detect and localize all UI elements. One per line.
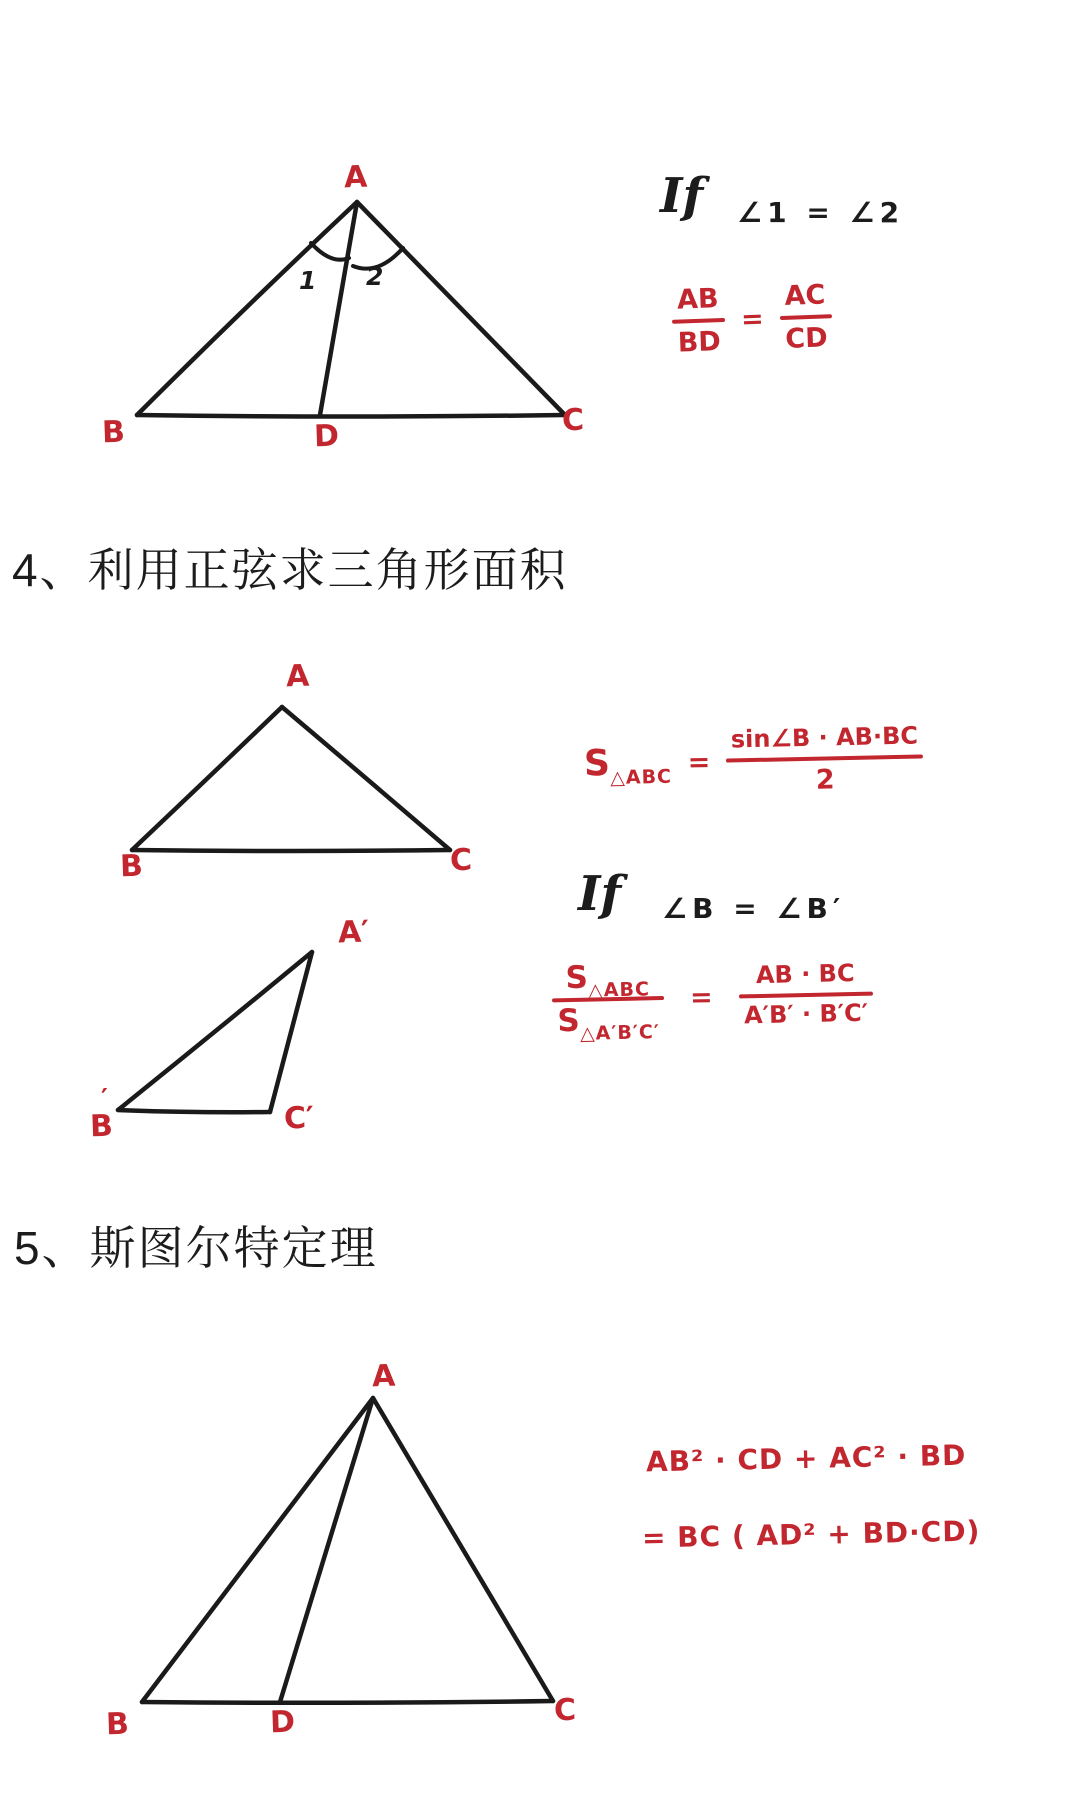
bisector-ratio-equation xyxy=(671,279,833,359)
edge-ca xyxy=(270,952,312,1112)
vertex-label-b: B xyxy=(119,848,144,885)
fraction-numerator xyxy=(560,959,655,1002)
fraction-denominator: 2 xyxy=(815,763,835,796)
section4-heading: 4、利用正弦求三角形面积 xyxy=(12,544,568,596)
fraction-bar xyxy=(726,754,923,762)
fraction-sine-product xyxy=(726,722,925,797)
fraction-bar xyxy=(780,314,832,320)
fraction-numerator: AB xyxy=(676,283,720,316)
s-symbol: S xyxy=(565,959,589,997)
fraction-numerator: AC xyxy=(784,279,826,312)
if-keyword-2: If xyxy=(578,866,622,922)
s-symbol: S xyxy=(557,1002,581,1040)
vertex-label-c: C xyxy=(561,402,585,439)
sine-area-formula xyxy=(583,722,924,800)
equals-sign: = xyxy=(687,746,711,779)
vertex-label-c: C xyxy=(553,1692,577,1729)
vertex-label-b: B xyxy=(105,1706,130,1743)
vertex-label-b: B xyxy=(101,414,126,451)
stewart-formula-line2: = BC ( AD² + BD·CD) xyxy=(641,1514,981,1555)
fraction-numerator: sin∠B · AB·BC xyxy=(730,721,919,754)
fraction-denominator: BD xyxy=(677,326,722,359)
if-keyword-1: If xyxy=(660,168,704,224)
similar-triangle-drawing xyxy=(95,925,355,1135)
cevian-ad xyxy=(280,1398,373,1702)
vertex-label-a-prime: A′ xyxy=(337,914,370,951)
area-ratio-formula xyxy=(551,957,873,1045)
fraction-denominator: CD xyxy=(784,322,829,355)
edge-bc xyxy=(132,850,450,851)
angle-label-1: 1 xyxy=(299,266,317,295)
s-subscript: △ABC xyxy=(587,978,651,1002)
stewart-triangle-drawing xyxy=(100,1380,600,1720)
sine-area-triangle-drawing xyxy=(110,680,480,880)
angle-label-2: 2 xyxy=(366,262,384,291)
edge-ca xyxy=(282,707,450,850)
edge-ab xyxy=(142,1398,373,1702)
vertex-label-c: C xyxy=(449,842,473,879)
bisector-triangle-drawing xyxy=(100,160,600,460)
vertex-label-d: D xyxy=(269,1704,296,1741)
edge-ab xyxy=(132,707,282,850)
condition-angle-b-equal: ∠B = ∠B′ xyxy=(662,892,846,925)
edge-ca xyxy=(373,1398,553,1701)
edge-ab xyxy=(118,952,312,1110)
fraction-areas xyxy=(551,959,665,1045)
s-symbol: S xyxy=(583,743,611,785)
s-subscript: △ABC xyxy=(610,766,673,790)
edge-bc xyxy=(118,1110,270,1112)
section5-heading: 5、斯图尔特定理 xyxy=(14,1222,378,1274)
equals-sign: = xyxy=(740,303,765,335)
fraction-sides xyxy=(738,960,873,1030)
edge-ca xyxy=(357,202,565,415)
s-subscript: △A′B′C′ xyxy=(579,1021,661,1045)
vertex-label-a: A xyxy=(343,159,368,196)
fraction-ac-cd xyxy=(778,279,833,355)
equals-sign: = xyxy=(689,981,714,1013)
fraction-bar xyxy=(739,992,873,999)
area-symbol xyxy=(583,743,673,790)
fraction-numerator: AB · BC xyxy=(755,959,855,990)
vertex-label-d: D xyxy=(313,418,340,455)
fraction-bar xyxy=(672,318,725,324)
vertex-label-b-prime-tick: ′ xyxy=(101,1084,108,1114)
fraction-denominator xyxy=(552,1002,665,1045)
fraction-denominator: A′B′ · B′C′ xyxy=(743,998,869,1030)
stewart-formula-line1: AB² · CD + AC² · BD xyxy=(645,1438,967,1479)
vertex-label-b-prime: B xyxy=(89,1108,114,1145)
vertex-label-a: A xyxy=(371,1358,396,1395)
edge-bc xyxy=(142,1701,553,1703)
vertex-label-c-prime: C′ xyxy=(283,1100,315,1137)
fraction-ab-bd xyxy=(671,283,727,359)
vertex-label-a: A xyxy=(285,658,310,695)
edge-bc xyxy=(137,415,565,417)
angle1-arc xyxy=(311,243,349,260)
condition-angles-equal: ∠1 = ∠2 xyxy=(737,196,905,229)
